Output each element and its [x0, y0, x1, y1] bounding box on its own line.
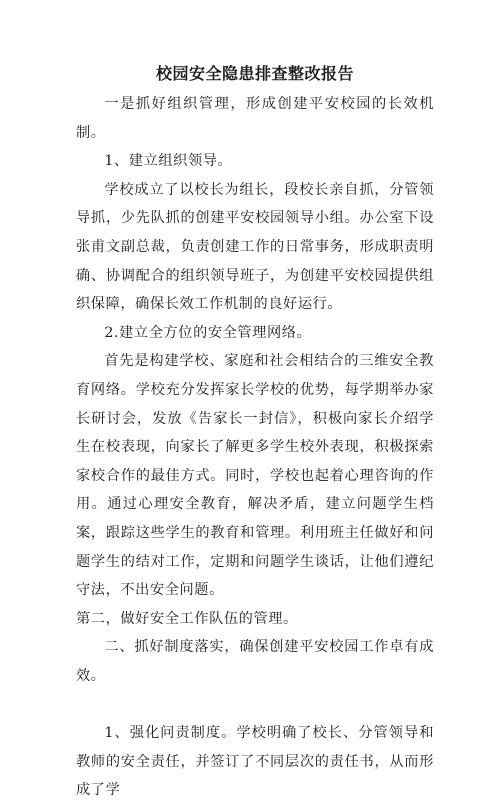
blank-line [76, 690, 434, 719]
paragraph-organization-management: 一是抓好组织管理，形成创建平安校园的长效机制。 [76, 96, 434, 141]
paragraph-leadership-group: 学校成立了以校长为组长，段校长亲自抓，分管领导抓，少先队抓的创建平安校园领导小组。办公室下设张甫文副总裁，负责创建工作的日常事务，形成职责明确、协调配合的组织领导班子，为创建平安校园提供组织保障，确保长效工作机制的良好运行。 [76, 181, 434, 313]
paragraph-accountability-system: 1、强化问责制度。学校明确了校长、分管领导和教师的安全责任，并签订了不同层次的责任书，从而形成了学 [76, 725, 434, 799]
paragraph-establish-leadership-heading: 1、建立组织领导。 [104, 153, 233, 170]
document-title: 校园安全隐患排查整改报告 [155, 64, 354, 83]
paragraph-team-management: 第二，做好安全工作队伍的管理。 [76, 610, 298, 627]
paragraph-safety-network-heading: 2.建立全方位的安全管理网络。 [104, 324, 312, 341]
paragraph-safety-network: 首先是构建学校、家庭和社会相结合的三维安全教育网络。学校充分发挥家长学校的优势，每学期举办家长研讨会，发放《告家长一封信》，积极向家长介绍学生在校表现，向家长了解更多学生校外表现，积极探索家校合作的最佳方式。同时，学校也起着心理咨询的作用。通过心理安全教育，解决矛盾，建立问题学生档案，跟踪这些学生的教育和管理。利用班主任做好和问题学生的结对工作，定期和问题学生谈话，让他们遵纪守法，不出安全问题。 [76, 353, 434, 599]
paragraph-system-implementation: 二、抓好制度落实，确保创建平安校园工作卓有成效。 [76, 639, 434, 684]
